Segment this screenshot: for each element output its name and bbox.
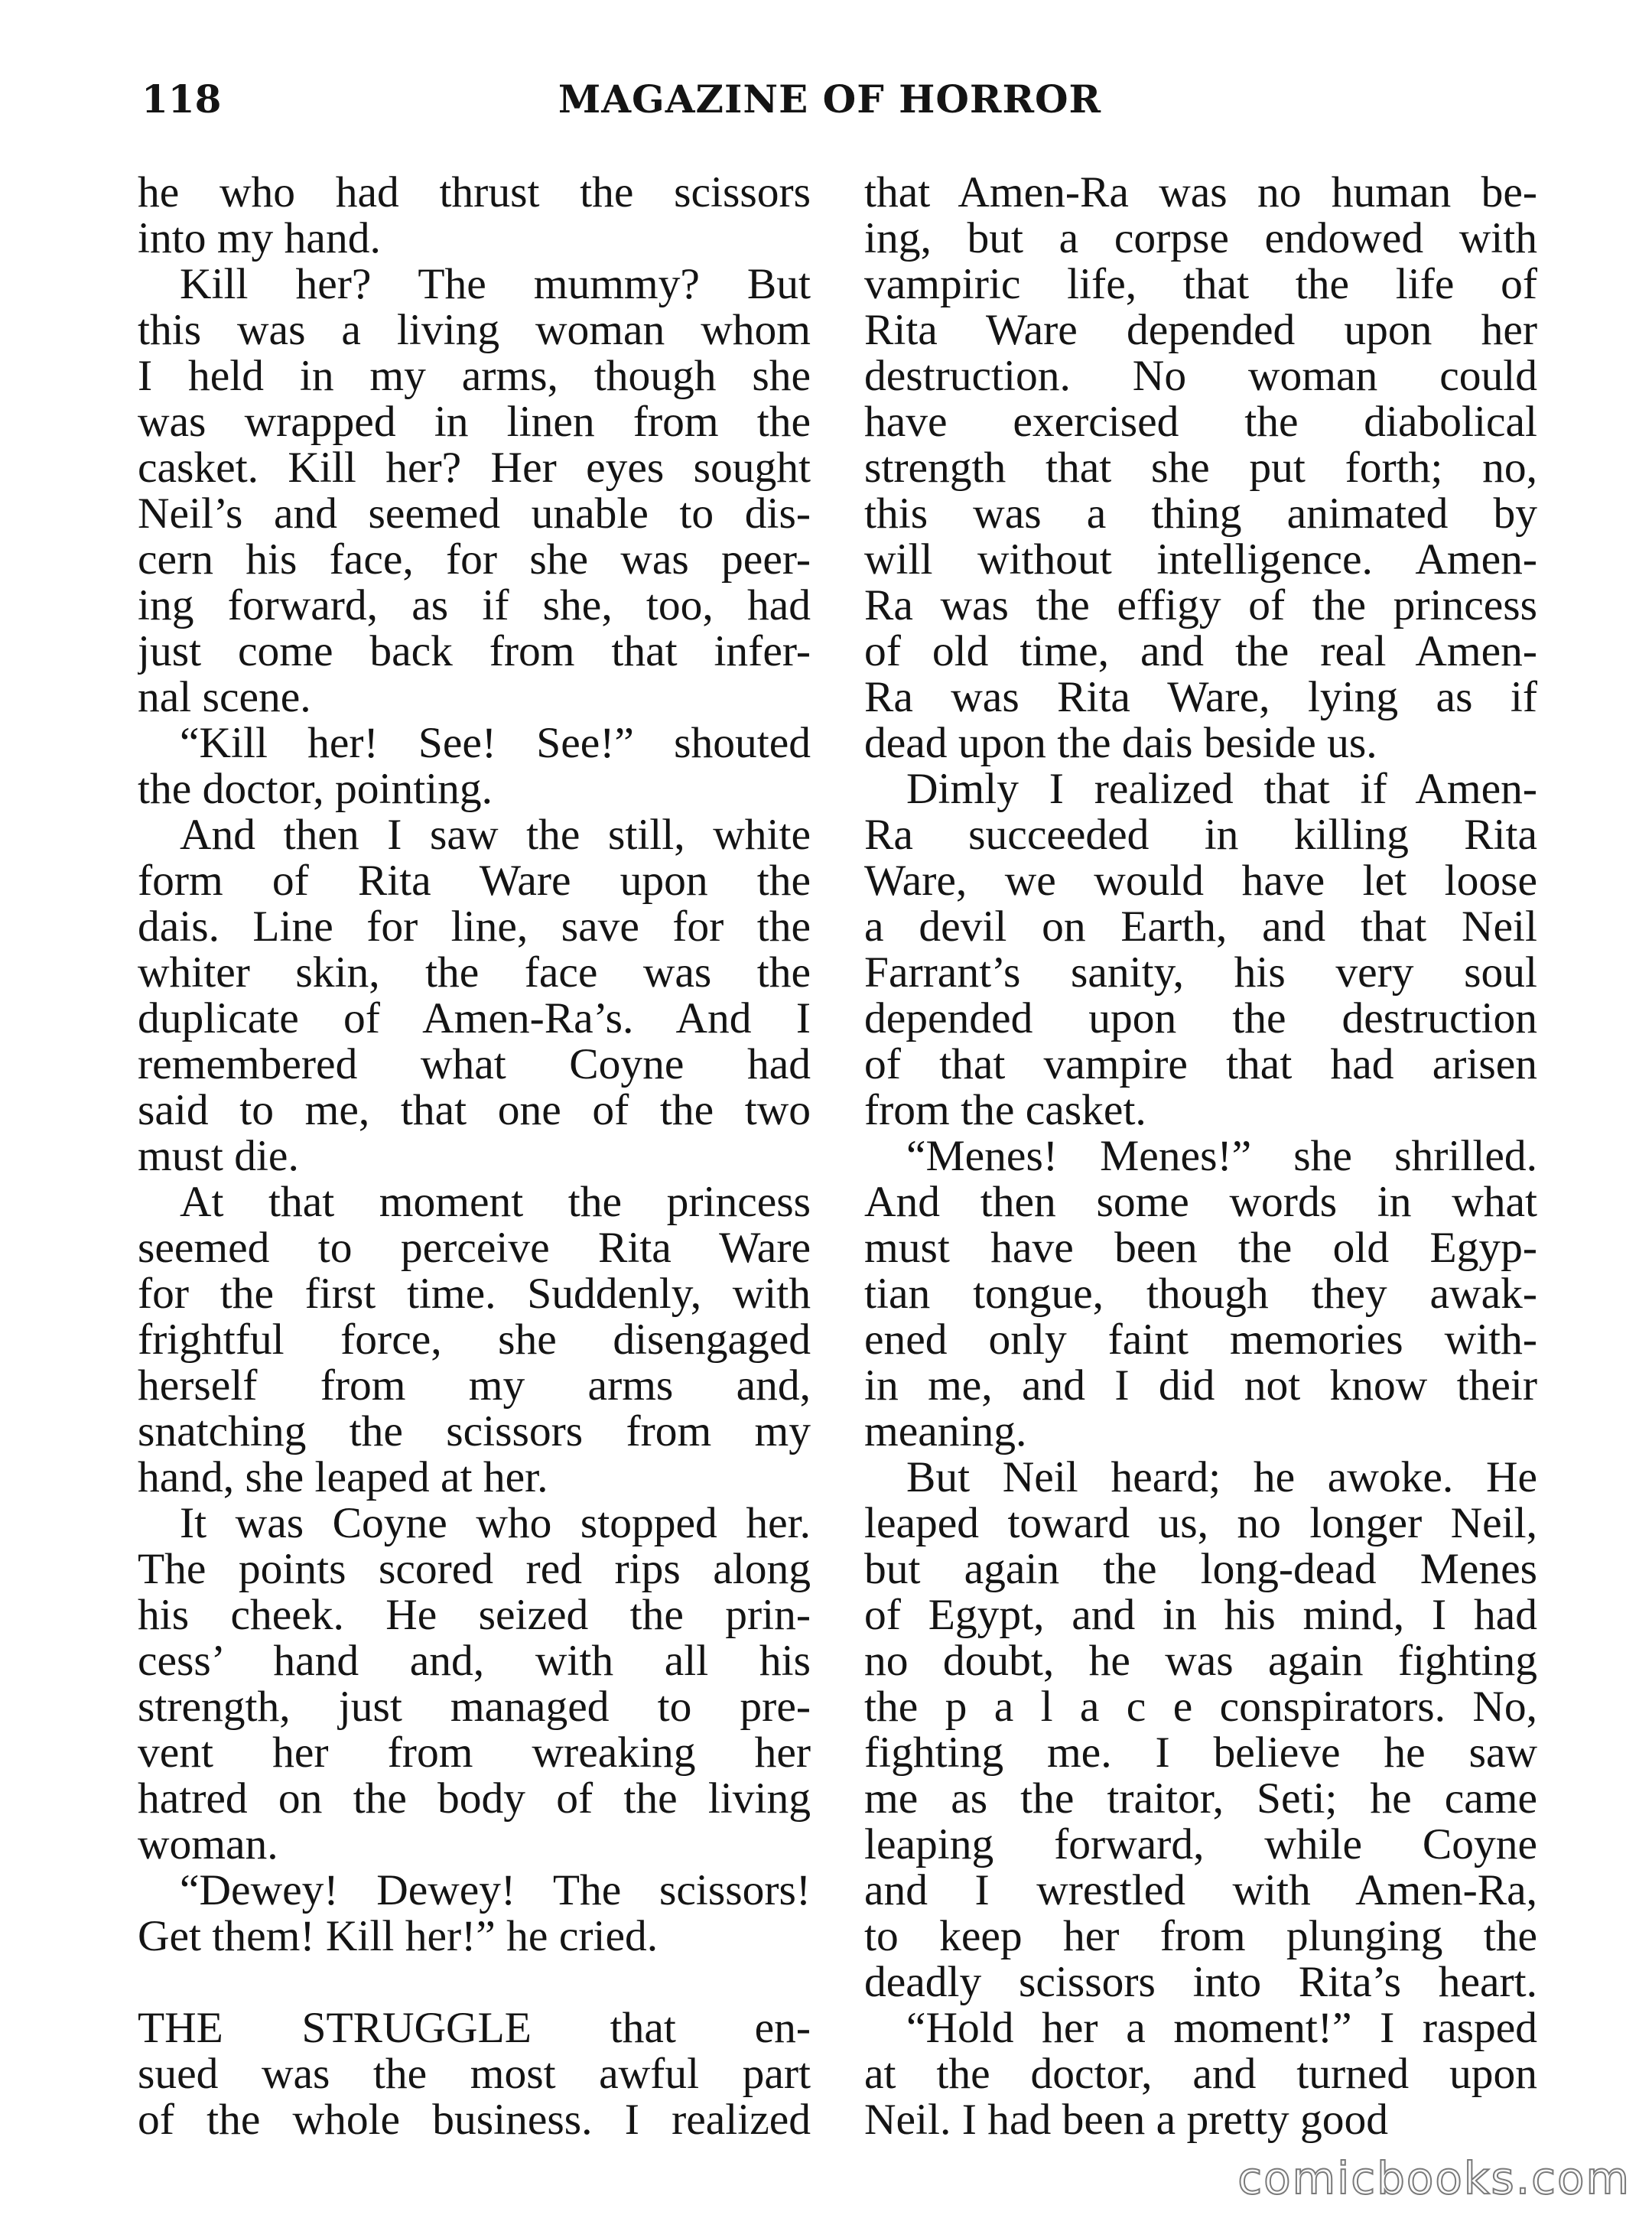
text-line: must die. bbox=[138, 1132, 299, 1180]
text-line: It was Coyne who stopped her. bbox=[180, 1501, 811, 1546]
text-line: Ware, we would have let loose bbox=[864, 858, 1537, 904]
text-line: “Dewey! Dewey! The scissors! bbox=[180, 1868, 811, 1914]
text-line: ing, but a corpse endowed with bbox=[864, 216, 1537, 262]
text-line: vampiric life, that the life of bbox=[864, 262, 1537, 307]
text-line: duplicate of Amen-Ra’s. And I bbox=[138, 996, 811, 1042]
text-line: deadly scissors into Rita’s heart. bbox=[864, 1959, 1537, 2005]
text-line: whiter skin, the face was the bbox=[138, 950, 811, 996]
text-line: meaning. bbox=[864, 1407, 1027, 1455]
text-line: the p a l a c e conspirators. No, bbox=[864, 1684, 1537, 1730]
text-line: ened only faint memories with- bbox=[864, 1317, 1537, 1363]
text-line: no doubt, he was again fighting bbox=[864, 1638, 1537, 1684]
text-line: frightful force, she disengaged bbox=[138, 1317, 811, 1363]
text-line: The points scored red rips along bbox=[138, 1546, 811, 1592]
text-line: must have been the old Egyp- bbox=[864, 1225, 1537, 1271]
text-line: the doctor, pointing. bbox=[138, 765, 493, 813]
page-header bbox=[141, 76, 1518, 138]
text-line: seemed to perceive Rita Ware bbox=[138, 1225, 811, 1271]
text-line: dais. Line for line, save for the bbox=[138, 904, 811, 950]
text-line: strength that she put forth; no, bbox=[864, 445, 1537, 491]
text-line: strength, just managed to pre- bbox=[138, 1684, 811, 1730]
text-line: Rita Ware depended upon her bbox=[864, 307, 1537, 353]
text-line: herself from my arms and, bbox=[138, 1363, 811, 1409]
text-line: dead upon the dais beside us. bbox=[864, 719, 1377, 767]
text-line: will without intelligence. Amen- bbox=[864, 537, 1537, 583]
text-line: I held in my arms, though she bbox=[138, 353, 811, 399]
text-line: for the first time. Suddenly, with bbox=[138, 1271, 811, 1317]
text-line: “Menes! Menes!” she shrilled. bbox=[906, 1133, 1537, 1179]
text-line: into my hand. bbox=[138, 214, 381, 262]
text-line: of the whole business. I realized bbox=[138, 2097, 811, 2143]
text-line: cess’ hand and, with all his bbox=[138, 1638, 811, 1684]
text-line: And then some words in what bbox=[864, 1179, 1537, 1225]
text-line: vent her from wreaking her bbox=[138, 1730, 811, 1776]
text-line: he who had thrust the scissors bbox=[138, 170, 811, 216]
text-line: to keep her from plunging the bbox=[864, 1914, 1537, 1959]
text-line: Ra succeeded in killing Rita bbox=[864, 812, 1537, 858]
text-line: of old time, and the real Amen- bbox=[864, 629, 1537, 675]
text-line: but again the long-dead Menes bbox=[864, 1546, 1537, 1592]
text-line: leaping forward, while Coyne bbox=[864, 1822, 1537, 1868]
section-break bbox=[138, 1959, 811, 2005]
text-line: at the doctor, and turned upon bbox=[864, 2051, 1537, 2097]
text-line: “Kill her! See! See!” shouted bbox=[180, 720, 811, 766]
text-line: Kill her? The mummy? But bbox=[180, 262, 811, 307]
text-line: from the casket. bbox=[864, 1086, 1146, 1134]
text-line: remembered what Coyne had bbox=[138, 1042, 811, 1088]
text-line: Neil’s and seemed unable to dis- bbox=[138, 491, 811, 537]
text-line: Neil. I had been a pretty good bbox=[864, 2096, 1388, 2144]
text-line: this was a living woman whom bbox=[138, 307, 811, 353]
text-line: Get them! Kill her!” he cried. bbox=[138, 1912, 659, 1960]
text-line: hatred on the body of the living bbox=[138, 1776, 811, 1822]
text-line: that Amen-Ra was no human be- bbox=[864, 170, 1537, 216]
text-line: depended upon the destruction bbox=[864, 996, 1537, 1042]
text-line: At that moment the princess bbox=[180, 1179, 811, 1225]
text-line: just come back from that infer- bbox=[138, 629, 811, 675]
left-column bbox=[138, 170, 811, 2143]
text-line: leaped toward us, no longer Neil, bbox=[864, 1501, 1537, 1546]
text-line: have exercised the diabolical bbox=[864, 399, 1537, 445]
text-line: fighting me. I believe he saw bbox=[864, 1730, 1537, 1776]
text-line: Dimly I realized that if Amen- bbox=[906, 766, 1537, 812]
right-column bbox=[864, 170, 1537, 2143]
text-line: me as the traitor, Seti; he came bbox=[864, 1776, 1537, 1822]
watermark: comicbooks.com bbox=[1237, 2152, 1631, 2204]
text-line: woman. bbox=[138, 1820, 278, 1868]
text-line: sued was the most awful part bbox=[138, 2051, 811, 2097]
text-line: “Hold her a moment!” I rasped bbox=[906, 2005, 1537, 2051]
text-line: a devil on Earth, and that Neil bbox=[864, 904, 1537, 950]
text-line: in me, and I did not know their bbox=[864, 1363, 1537, 1409]
text-line: form of Rita Ware upon the bbox=[138, 858, 811, 904]
text-line: hand, she leaped at her. bbox=[138, 1453, 548, 1501]
text-line: ing forward, as if she, too, had bbox=[138, 583, 811, 629]
text-line: tian tongue, though they awak- bbox=[864, 1271, 1537, 1317]
text-line: this was a thing animated by bbox=[864, 491, 1537, 537]
text-line: cern his face, for she was peer- bbox=[138, 537, 811, 583]
text-line: said to me, that one of the two bbox=[138, 1088, 811, 1133]
text-line: And then I saw the still, white bbox=[180, 812, 811, 858]
text-line: casket. Kill her? Her eyes sought bbox=[138, 445, 811, 491]
text-line: But Neil heard; he awoke. He bbox=[906, 1455, 1537, 1501]
text-line: was wrapped in linen from the bbox=[138, 399, 811, 445]
text-line: snatching the scissors from my bbox=[138, 1409, 811, 1455]
text-line: and I wrestled with Amen-Ra, bbox=[864, 1868, 1537, 1914]
text-line: Farrant’s sanity, his very soul bbox=[864, 950, 1537, 996]
text-line: destruction. No woman could bbox=[864, 353, 1537, 399]
text-line: his cheek. He seized the prin- bbox=[138, 1592, 811, 1638]
text-line: of that vampire that had arisen bbox=[864, 1042, 1537, 1088]
page-number: 118 bbox=[141, 76, 222, 122]
text-line: Ra was the effigy of the princess bbox=[864, 583, 1537, 629]
text-line: nal scene. bbox=[138, 673, 311, 721]
text-line: Ra was Rita Ware, lying as if bbox=[864, 675, 1537, 720]
text-line: THE STRUGGLE that en- bbox=[138, 2005, 811, 2051]
running-head: MAGAZINE OF HORROR bbox=[558, 76, 1102, 122]
text-line: of Egypt, and in his mind, I had bbox=[864, 1592, 1537, 1638]
